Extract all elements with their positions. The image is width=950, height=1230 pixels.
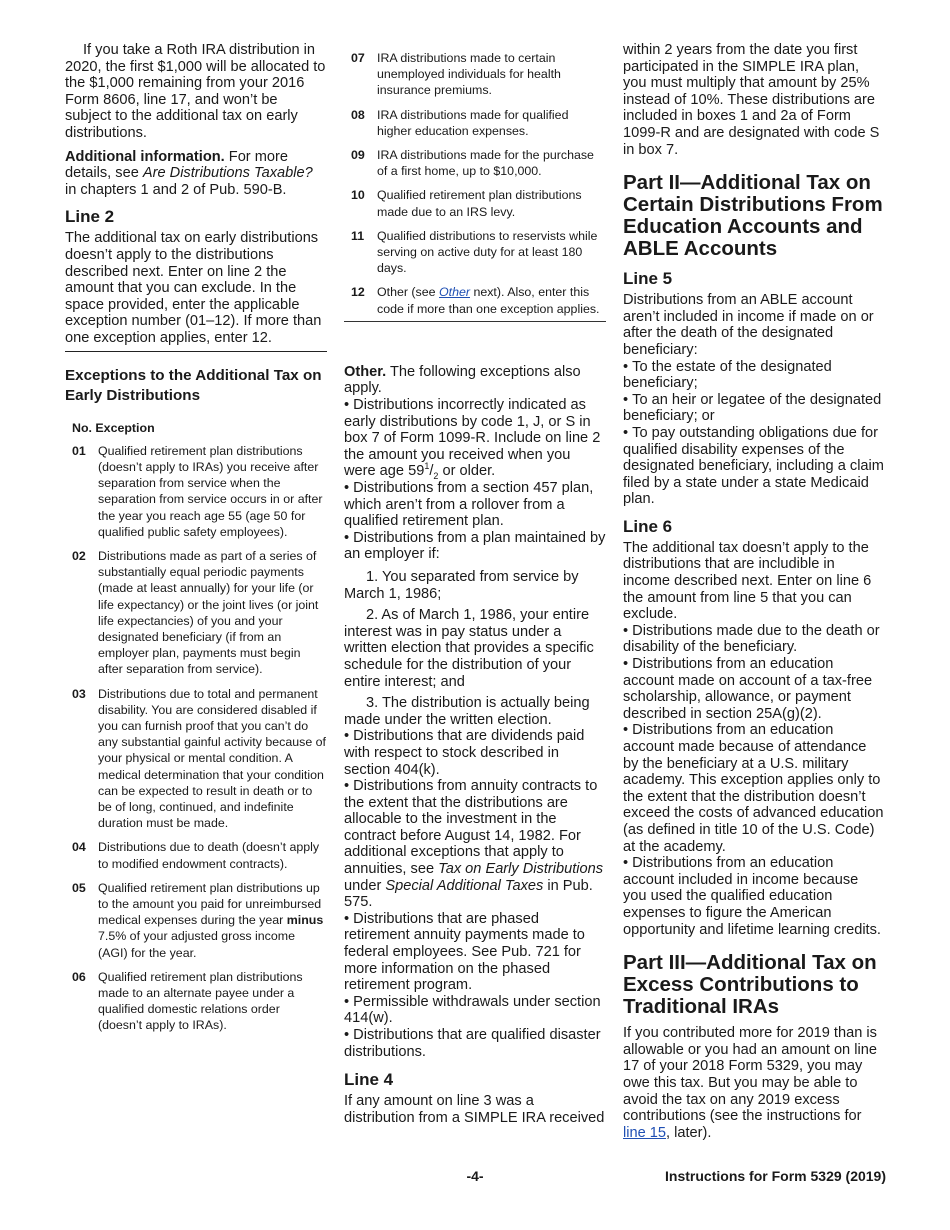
exception-row [351, 187, 606, 219]
line6-text: The additional tax doesn’t apply to the distributions that are includible in income described next. Enter on line 6 the amount from line 5 that you can exclude. [623, 539, 872, 623]
bullet-item: • Distributions from a plan maintained by an employer if: [344, 530, 606, 563]
bullet-item: • Permissible withdrawals under section 414(w). [344, 994, 606, 1027]
exception-row [72, 443, 327, 540]
exception-number: 11 [351, 228, 365, 243]
exception-text-part: Other (see [377, 285, 436, 300]
exception-text [377, 284, 606, 316]
line15-link[interactable]: line 15 [623, 1124, 667, 1141]
bullet-item [344, 778, 606, 911]
exception-text: Distributions due to death (doesn’t apply to modified endowment contracts). [98, 840, 320, 871]
line2-text: The additional tax on early distributions doesn’t apply to the distributions described next. Enter on line 2 the amount that you can exclude. In the space provided, enter the applicable exception number (01–12). If more than one exception applies, enter 12. [65, 230, 322, 346]
exception-row [72, 839, 327, 871]
bullet-item: • Distributions from an education account made because of attendance by the beneficiary at a U.S. military academy. This exception applies only to the extent that the distribution doesn’t exceed the costs of advanced education (as defined in title 10 of the U.S. Code) at the academy. [623, 722, 885, 855]
exception-row [72, 969, 327, 1034]
exception-text: Qualified retirement plan distributions (doesn’t apply to IRAs) you receive after separation from service when the separation from service occurs in or after the year you reach age 55 (age 50 for qualified public safety employees). [98, 443, 323, 539]
exception-number: 06 [72, 969, 86, 984]
exception-number: 08 [351, 107, 365, 122]
exception-text-bold: minus [286, 913, 324, 928]
exception-number: 09 [351, 148, 365, 163]
fraction-numerator: 1 [424, 461, 430, 472]
bullet-item: • To pay outstanding obligations due for qualified disability expenses of the designated beneficiary, including a claim filed by a state under a state Medicaid plan. [623, 425, 885, 508]
bullet-text: Distributions incorrectly indicated as early distributions by code 1, J, or S in box 7 of Form 1099-R. Include on line 2 the amount you received when you were age 59 [344, 397, 601, 480]
footer-title: Instructions for Form 5329 (2019) [665, 1168, 886, 1184]
exception-text: Qualified retirement plan distributions made to an alternate payee under a qualified domestic relations order (doesn’t apply to IRAs). [98, 969, 303, 1033]
bullet-item: • Distributions from an education account made on account of a tax-free scholarship, allowance, or payment described in section 25A(g)(2). [623, 656, 885, 722]
part3-heading: Part III—Additional Tax on Excess Contributions to Traditional IRAs [623, 951, 877, 1019]
exception-number: 05 [72, 880, 86, 895]
exception-text [98, 880, 327, 961]
exception-row [351, 50, 606, 99]
bullet-item: • Distributions made due to the death or disability of the beneficiary. [623, 623, 885, 656]
bullet-item: • To an heir or legatee of the designated beneficiary; or [623, 392, 885, 425]
bullet-item: • Distributions that are qualified disaster distributions. [344, 1027, 606, 1060]
part3-text-part: , later). [666, 1124, 712, 1141]
pub-reference: Tax on Early Distributions [438, 861, 604, 878]
exception-row [72, 548, 327, 678]
exception-number: 07 [351, 51, 365, 65]
exception-number: 03 [72, 686, 86, 701]
exception-text: Qualified distributions to reservists while serving on active duty for at least 180 days. [377, 228, 598, 276]
line5-text: Distributions from an ABLE account aren’t included in income if made on or after the death of the designated beneficiary: [623, 292, 874, 358]
line4-text: If any amount on line 3 was a distribution from a SIMPLE IRA received [344, 1093, 605, 1126]
bullet-item: • Distributions that are phased retirement annuity payments made to federal employees. See Pub. 721 for more information on the phased retirement program. [344, 911, 606, 994]
exception-text: Qualified retirement plan distributions made due to an IRS levy. [377, 188, 582, 219]
exceptions-table-continued [344, 50, 606, 317]
bullet-item: • Distributions incorrectly indicated as early distributions by code 1, J, or S in box 7 of Form 1099-R. Include on line 2 the amount you received when you were age $59^1/_2$ or older. [344, 397, 606, 480]
bullet-item: • To the estate of the designated beneficiary; [623, 359, 885, 392]
exception-row [351, 228, 606, 277]
numbered-item: 1. You separated from service by March 1, 1986; [344, 568, 579, 602]
exception-number: 10 [351, 188, 365, 203]
exception-text-part: 7.5% of your adjusted gross income (AGI) for the year. [98, 929, 295, 960]
line5-heading: Line 5 [623, 269, 673, 289]
page-number: -4- [466, 1168, 484, 1184]
exceptions-heading: Exceptions to the Additional Tax on Early Distributions [65, 366, 322, 404]
bullet-item: • Distributions that are dividends paid with respect to stock described in section 404(k). [344, 728, 606, 778]
bullet-text: Distributions from annuity contracts to the extent that the distributions are allocable to the investment in the contract before August 14, 1982. For additional exceptions that apply to annuities, see [344, 778, 598, 878]
bullet-text: under [344, 877, 382, 894]
line4-heading: Line 4 [344, 1070, 394, 1090]
bullet-item: • Distributions from a section 457 plan, which aren’t from a rollover from a qualified retirement plan. [344, 480, 606, 530]
part3-text [623, 1025, 885, 1141]
exception-row [351, 107, 606, 139]
line2-heading: Line 2 [65, 207, 115, 227]
exception-row [72, 880, 327, 961]
additional-info-reference: Are Distributions Taxable? [142, 165, 313, 182]
exception-text-part: next). Also, enter this code if more than one exception applies. [377, 285, 600, 316]
additional-info-tail: in chapters 1 and 2 of Pub. 590-B. [65, 181, 287, 198]
part2-heading: Part II—Additional Tax on Certain Distributions From Education Accounts and ABLE Accounts [623, 171, 883, 261]
exception-number: 01 [72, 443, 86, 458]
exception-number: 12 [351, 285, 365, 300]
other-link[interactable]: Other [439, 285, 470, 300]
other-label: Other. [344, 363, 387, 380]
numbered-item: 3. The distribution is actually being made under the written election. [344, 695, 590, 728]
column-1 [65, 42, 327, 1042]
other-paragraph [344, 364, 606, 397]
line4-continued-text: within 2 years from the date you first participated in the SIMPLE IRA plan, you must multiply that amount by 25% instead of 10%. These distributions are included in boxes 1 and 2a of Form 1099-R and are designated with code S in box 7. [623, 42, 880, 158]
column-3 [623, 42, 885, 1148]
line6-heading: Line 6 [623, 516, 673, 536]
column-2 [344, 42, 606, 1133]
exception-row [351, 147, 606, 179]
exception-text: IRA distributions made to certain unemployed individuals for health insurance premiums. [377, 51, 561, 98]
roth-intro-paragraph: If you take a Roth IRA distribution in 2020, the first $1,000 will be allocated to the $1,000 remaining from your 2016 Form 8606, line 17, and won’t be subject to the additional tax on early distributions. [65, 42, 326, 141]
header-exception: Exception [95, 420, 155, 435]
additional-info-paragraph [65, 149, 327, 199]
exception-text: IRA distributions made for the purchase of a first home, up to $10,000. [377, 148, 594, 179]
fraction-denominator: 2 [433, 471, 439, 482]
numbered-item: 2. As of March 1, 1986, your entire interest was in pay status under a written election that provides a specific schedule for the distribution of your entire interest; and [344, 607, 594, 690]
pub-reference: Special Additional Taxes [385, 877, 544, 894]
exception-text: Distributions due to total and permanent disability. You are considered disabled if you can furnish proof that you can’t do any substantial gainful activity because of your physical or mental condition. A medical determination that your condition can be expected to result in death or to be of long, continued, and indefinite duration must be made. [98, 686, 326, 831]
other-text: The following exceptions also apply. [344, 363, 581, 397]
additional-info-label: Additional information. [65, 148, 225, 165]
exceptions-table [65, 420, 327, 1034]
exception-number: 04 [72, 840, 86, 855]
additional-info-text: For more details, see [65, 148, 288, 182]
exception-row [72, 686, 327, 832]
section-divider [65, 351, 327, 352]
exception-text: IRA distributions made for qualified higher education expenses. [377, 107, 569, 138]
bullet-item: • Distributions from an education account included in income because you used the qualified education expenses to figure the American opportunity and lifetime learning credits. [623, 855, 885, 938]
exception-number: 02 [72, 548, 86, 563]
part3-text-part: If you contributed more for 2019 than is allowable or you had an amount on line 17 of your 2018 Form 5329, you may owe this tax. But you may be able to avoid the tax on any 2019 excess contributions (see the instructions for [623, 1025, 877, 1125]
exceptions-table-header [72, 420, 327, 436]
exception-text: Distributions made as part of a series of substantially equal periodic payments (made at least annually) for your life (or life expectancy) or the joint lives (or joint life expectancies) of you and your designated beneficiary (if from an employer plan, payments must begin after separation from service). [98, 548, 319, 677]
bullet-text: or older. [442, 463, 496, 480]
bullet-text: in Pub. 575. [344, 877, 593, 911]
exception-text-part: Qualified retirement plan distributions up to the amount you paid for unreimbursed medical expenses during the year [98, 880, 322, 928]
header-no: No. [72, 420, 92, 435]
exception-row [351, 284, 606, 316]
